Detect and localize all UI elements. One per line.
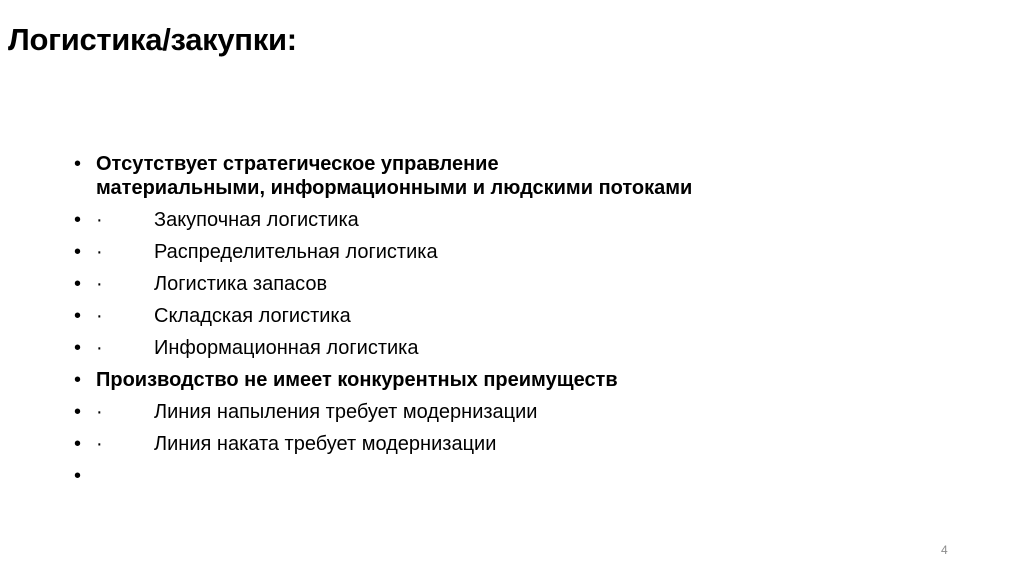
list-item-text: Информационная логистика <box>154 337 419 359</box>
sub-bullet-marker: · <box>96 305 103 327</box>
list-item-text: Распределительная логистика <box>154 241 438 263</box>
list-item <box>74 240 974 264</box>
list-item <box>74 272 974 296</box>
list-item <box>74 336 974 360</box>
bullet-icon: • <box>74 401 82 423</box>
list-item <box>74 368 974 392</box>
page-number: 4 <box>941 543 948 557</box>
sub-bullet-marker: · <box>96 401 103 423</box>
sub-bullet-marker: · <box>96 209 103 231</box>
bullet-icon: • <box>74 153 82 175</box>
bullet-icon: • <box>74 337 82 359</box>
sub-bullet-marker: · <box>96 433 103 455</box>
list-item-text: Отсутствует стратегическое управление <box>96 153 499 175</box>
bullet-list <box>74 152 974 496</box>
bullet-icon: • <box>74 305 82 327</box>
list-item <box>74 208 974 232</box>
list-item-text: Линия напыления требует модернизации <box>154 401 538 423</box>
sub-bullet-marker: · <box>96 273 103 295</box>
list-item <box>74 304 974 328</box>
sub-bullet-marker: · <box>96 241 103 263</box>
list-item-text: Складская логистика <box>154 305 351 327</box>
sub-bullet-marker: · <box>96 337 103 359</box>
list-item-text: материальными, информационными и людскими потоками <box>96 177 693 199</box>
list-item <box>74 432 974 456</box>
list-item-text: Логистика запасов <box>154 273 328 295</box>
bullet-icon: • <box>74 209 82 231</box>
list-item <box>74 400 974 424</box>
bullet-icon: • <box>74 241 82 263</box>
bullet-icon: • <box>74 433 82 455</box>
list-item <box>74 152 974 200</box>
bullet-icon: • <box>74 465 82 487</box>
slide-title: Логистика/закупки: <box>8 22 297 57</box>
list-item-text: Производство не имеет конкурентных преимуществ <box>96 369 618 391</box>
list-item-empty <box>74 464 974 488</box>
bullet-icon: • <box>74 369 82 391</box>
bullet-icon: • <box>74 273 82 295</box>
list-item-text: Линия наката требует модернизации <box>154 433 497 455</box>
list-item-text: Закупочная логистика <box>154 209 359 231</box>
